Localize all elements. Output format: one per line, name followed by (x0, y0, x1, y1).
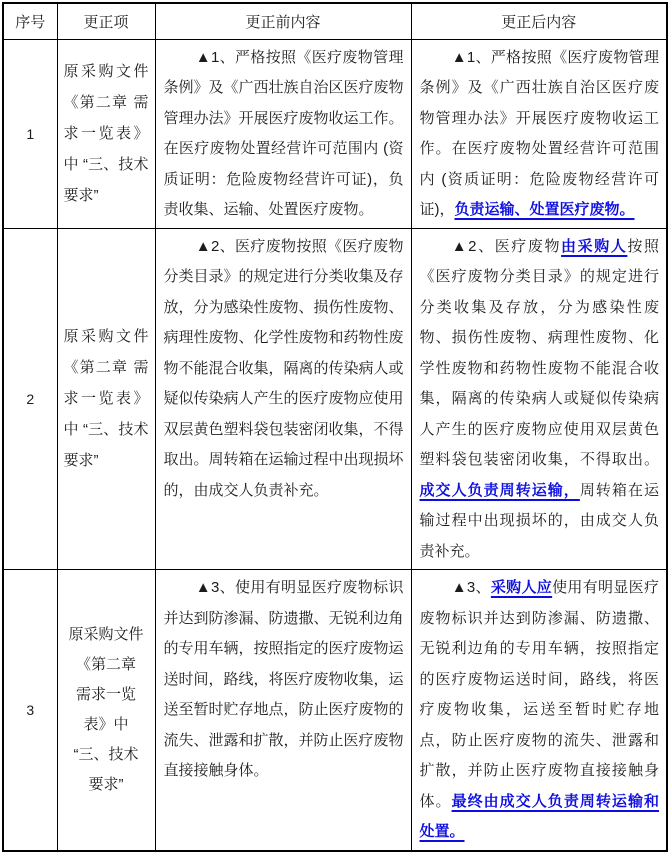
content-after (411, 228, 667, 570)
content-before (155, 570, 411, 851)
header-row (3, 3, 667, 39)
column-header-before: 更正前内容 (155, 3, 411, 39)
body-text: ▲1、严格按照《医疗废物管理条例》及《广西壮族自治区医疗废物管理办法》开展医疗废物收运工作。在医疗废物处置经营许可范围内 (资质证明：危险废物经营许可证)，负责收集、运输、处置医疗废物。 (163, 48, 404, 218)
body-text: ▲1、严格按照《医疗废物管理条例》及《广西壮族自治区医疗废物管理办法》开展医疗废物收运工作。在医疗废物处置经营许可范围内 (资质证明：危险废物经营许可证)， (419, 48, 659, 218)
body-text: ▲3、使用有明显医疗废物标识并达到防渗漏、防遗撒、无锐利边角的专用车辆，按照指定的医疗废物运送时间，路线，将医疗废物收集，运送至暂时贮存地点，防止医疗废物的流失、泄露和扩散，并防止医疗废物直接接触身体。 (163, 579, 404, 779)
row-seq: 3 (3, 570, 57, 851)
paragraph (420, 43, 660, 226)
content-after (411, 39, 667, 228)
body-text: 按照《医疗废物分类目录》的规定进行分类收集及存放，分为感染性废物、损伤性废物、病理性废物、化学性废物和药物性废物不能混合收集，隔离的传染病人或疑似传染病人产生的医疗废物应使用双层黄色塑料袋包装密闭收集，不得取出。 (419, 237, 659, 468)
table-row (3, 228, 667, 570)
row-seq: 2 (3, 228, 57, 570)
correction-table (2, 2, 668, 852)
paragraph (420, 573, 660, 848)
paragraph (164, 43, 404, 226)
row-correction-item: 原采购文件《第二章 需求一览表》中 “三、技术要求” (57, 228, 155, 570)
corrected-text: 由采购人 (561, 237, 628, 255)
row-correction-item: 原采购文件《第二章 需求一览表》中 “三、技术要求” (57, 39, 155, 228)
column-header-after: 更正后内容 (411, 3, 667, 39)
corrected-text: 采购人应 (490, 579, 553, 596)
corrected-text: 负责运输、处置医疗废物。 (454, 201, 635, 218)
body-text: ▲2、医疗废物按照《医疗废物分类目录》的规定进行分类收集及存放，分为感染性废物、损伤性废物、病理性废物、化学性废物和药物性废物不能混合收集，隔离的传染病人或疑似传染病人产生的医疗废物应使用双层黄色塑料袋包装密闭收集，不得取出。周转箱在运输过程中出现损坏的，由成交人负责补充。 (163, 237, 404, 499)
body-text: ▲2、医疗废物 (451, 237, 562, 255)
content-after (411, 570, 667, 851)
body-text: 周转箱在运输过程中出现损坏的，由成交人负责补充。 (419, 481, 659, 560)
body-text: ▲3、 (451, 579, 491, 596)
body-text: 使用有明显医疗废物标识并达到防渗漏、防遗撒、无锐利边角的专用车辆，按照指定的医疗废物运送时间，路线，将医疗废物收集，运送至暂时贮存地点，防止医疗废物的流失、泄露和扩散，并防止医疗废物直接接触身体。 (419, 579, 659, 810)
column-header-item: 更正项 (57, 3, 155, 39)
content-before (155, 39, 411, 228)
column-header-seq: 序号 (3, 3, 57, 39)
paragraph (420, 232, 660, 568)
corrected-text: 成交人负责周转运输， (419, 481, 580, 499)
row-correction-item: 原采购文件 《第二章 需求一览表》中 “三、技术要求” (57, 570, 155, 851)
corrected-text: 最终由成交人负责周转运输和处置。 (419, 792, 659, 840)
paragraph (164, 573, 404, 787)
table-row (3, 570, 667, 851)
paragraph (164, 232, 404, 507)
table-row (3, 39, 667, 228)
row-seq: 1 (3, 39, 57, 228)
content-before (155, 228, 411, 570)
